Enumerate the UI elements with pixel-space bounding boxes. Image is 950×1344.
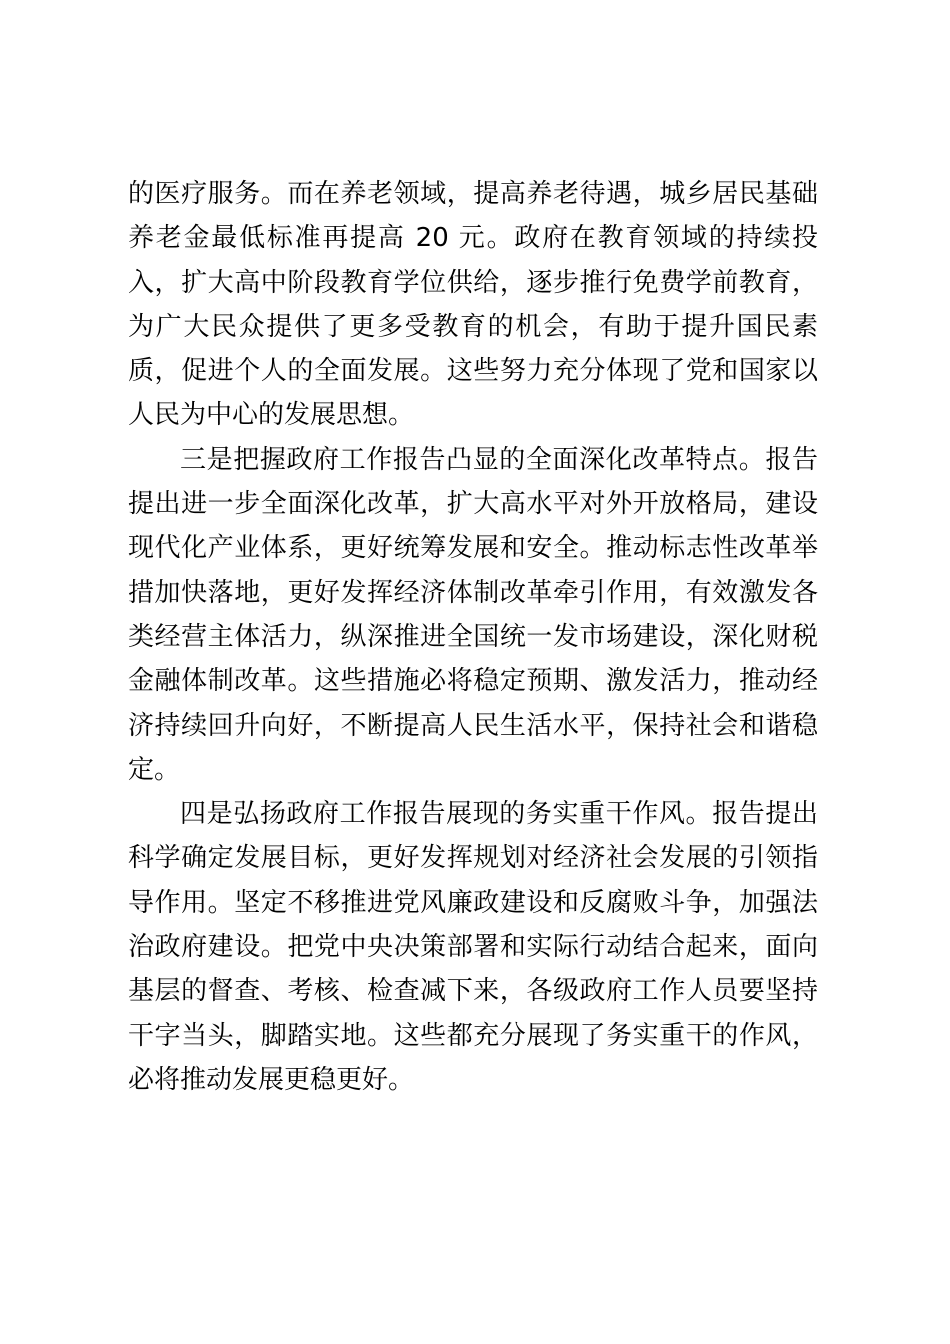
document-body	[128, 172, 818, 1102]
paragraph-reform: 三是把握政府工作报告凸显的全面深化改革特点。报告提出进一步全面深化改革，扩大高水平对外开放格局，建设现代化产业体系，更好统筹发展和安全。推动标志性改革举措加快落地，更好发挥经济体制改革牵引作用，有效激发各类经营主体活力，纵深推进全国统一发市场建设，深化财税金融体制改革。这些措施必将稳定预期、激发活力，推动经济持续回升向好，不断提高人民生活水平，保持社会和谐稳定。	[128, 444, 818, 785]
paragraph-continued: 的医疗服务。而在养老领域，提高养老待遇，城乡居民基础养老金最低标准再提高 20 元。政府在教育领域的持续投入，扩大高中阶段教育学位供给，逐步推行免费学前教育，为广大民众提供了更多受教育的机会，有助于提升国民素质，促进个人的全面发展。这些努力充分体现了党和国家以人民为中心的发展思想。	[128, 179, 818, 431]
paragraph-work-style: 四是弘扬政府工作报告展现的务实重干作风。报告提出科学确定发展目标，更好发挥规划对经济社会发展的引领指导作用。坚定不移推进党风廉政建设和反腐败斗争，加强法治政府建设。把党中央决策部署和实际行动结合起来，面向基层的督查、考核、检查减下来，各级政府工作人员要坚持干字当头，脚踏实地。这些都充分展现了务实重干的作风，必将推动发展更稳更好。	[128, 799, 818, 1095]
